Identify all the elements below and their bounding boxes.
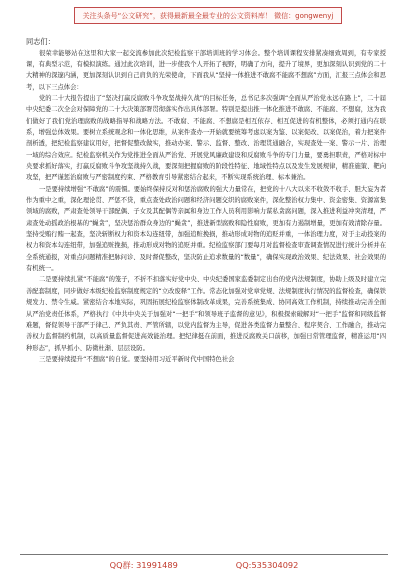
footer	[20, 558, 388, 572]
greeting: 同志们：	[26, 37, 55, 46]
footer-divider	[20, 554, 388, 555]
header-banner: 关注头条号“公文研究”，获得最新最全最专业的公文资料库！ 微信：gongwenyj	[74, 7, 342, 24]
footer-qq-group: QQ群: 31991489	[109, 559, 178, 570]
paragraph-intro: 很荣幸能够站在这里和大家一起交流参加此次纪检监察干部培训班的学习体会。整个培训课程安排紧凑细致周到，有专家授课，有典型示范，有模拟演练。通过此次培训，进一步使我个人开拓了视野，明确了方向，提升了境界，更加深刻认识到党的二十大精神的深邃内涵，更加深刻认识到自己肩负的光荣使命，下面我从“坚持一体推进不敢腐不能腐不想腐”方面，汇报三点体会和思考，以下三点体会：	[26, 49, 386, 91]
paragraph-point-two: 二是要持续扎紧“不能腐”的笼子，不折不扣落实好党中央、中央纪委国家监委制定出台的党内法规制度，协助上级及时建立完善配套制度，同步做好本级纪检监察制度规定的“立改废释”工作。常态化加强对党章党规、法规制度执行情况的监督检查，确保铁规发力、禁令生威。紧密结合本地实际，巩固拓展纪检监察体制改革成果，完善系统集成、协同高效工作机制，持续推动完善全面从严治党责任体系，严格执行《中共中央关于加强对“一把手”和领导班子监督的意见》，积极探索破解对“一把手”监督和同级监督难题，督促领导干部严于律己、严负其责、严管所辖，以党内监督为主导，促进各类监督力量整合、程序契合、工作融合，推动完善权力监督制约机制，以高质量监督促进高效能治理。把纪律挺在前面，推进反腐败关口前移，加强日常管理监督，精准运用“四种形态”，抓早抓小、防微杜渐、层层设防。	[26, 276, 386, 352]
document-body	[26, 36, 386, 542]
footer-qq-contact: QQ:535304092	[235, 560, 299, 570]
paragraph-point-three: 三是要持续提升“不想腐”的自觉。要坚持用习近平新时代中国特色社会	[39, 355, 235, 363]
paragraph-background: 党的二十大报告提出了“坚决打赢反腐败斗争攻坚战持久战”的目标任务，总书记多次强调“全面从严治党永远在路上”，二十届中央纪委二次全会对保障党的二十大决策部署贯彻落实作出具体部署。特别是提出推一体化推进不敢腐、不能腐、不想腐，这为我们做好了我们党治理腐败的战略指导和战略方法。不敢腐、不能腐、不想腐是相互依存、相互促进的有机整体，必须打通内在联系，增强总体效果。要树立系统观念和一体化思维，从案件查办一开始就要统筹考虑以案为鉴、以案促改、以案促治，着力把案件剖析透，把纪检监察建议用好，把督促整改做实，推动办案、警示、监督、整改、治理贯通融合，实现查处一案、警示一片、治理一域的综合效应。纪检监察机关作为党推进全面从严治党、开展党风廉政建设和反腐败斗争的专门力量，要勇担职责，严格对标中央要求抓好落实，打赢反腐败斗争攻坚战持久战，要深刻把握腐败的阶段性特征、地域性特点以及发生发展规律，精准施策、靶向攻坚，把严谨惩治腐败与严密制度约束、严格教育引导紧密结合起来，不断实现系统治理、标本兼治。	[26, 94, 386, 182]
paragraph-point-one: 一是要持续增强“不敢腐”的震慑。要始终保持反对和惩治腐败的强大力量常在，把党的十八大以来不收敛不收手、胆大妄为者作为重中之重，深化理论贯、严惩不贷，重点查处政治问题和经济问题交织的腐败案件，深化整治权力集中、资金密集、资源富集领域的腐败，严肃查处领导干部配偶、子女及其配偶等亲属和身边工作人员利用影响力谋私贪腐问题，深入推进利益冲突清理，严肃查处动摇政治根基的“蝇贪”，坚决惩治群众身边的“蝇贪”，推进新型腐败和隐性腐败，更加有力遏制增量，更加有效清除存量。坚持受贿行贿一起查，坚决斩断权力和资本勾连纽带，加强追赃挽损，推动形成对物的追贬并重，一体治理力度，对于主动投案的权力和资本勾连纽带，加强追赃挽损，推动形成对物的追贬并重。纪检监察部门要每月对监督检查审查调查情况进行统计分析并在全系统通报，对重点问题精准把脉问诊、及时督促整改，坚决防止追求数量的“数量”，确保实现政治效果、纪法效果、社会效果的有机统一。	[26, 185, 386, 273]
